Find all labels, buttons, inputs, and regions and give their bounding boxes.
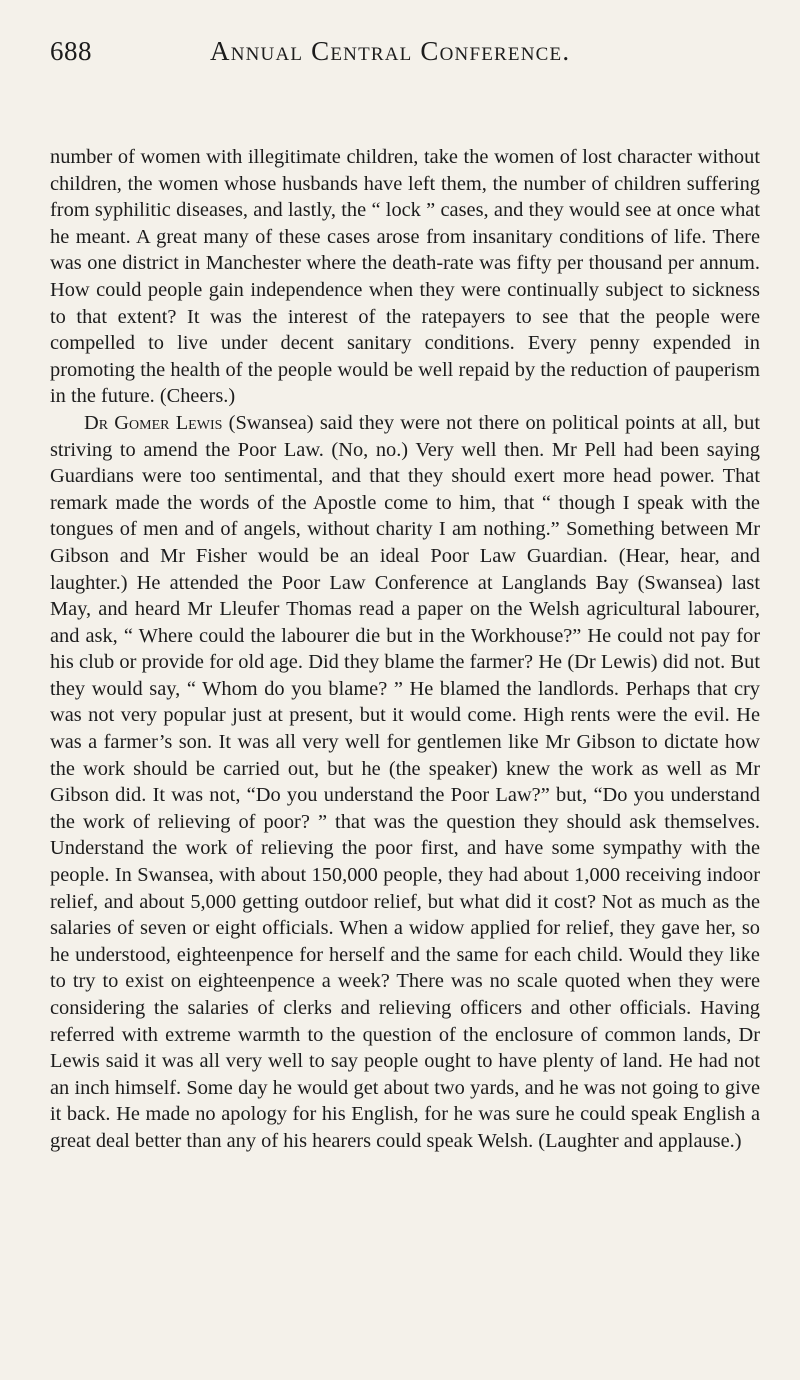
- running-head: Annual Central Conference.: [210, 36, 571, 66]
- paragraph-text: number of women with illegitimate children, take the women of lost character without children, the women whose husbands have left them, the number of children suffering from syphilitic diseases, and lastly, the “ lock ” cases, and they would see at once what he meant. A great many of these cases arose from insanitary conditions of life. There was one district in Manchester where the death-rate was fifty per thousand per annum. How could people gain independence when they were continually subject to sickness to that extent? It was the interest of the ratepayers to see that the people were compelled to live under decent sanitary conditions. Every penny expended in promoting the health of the people would be well repaid by the reduction of pauperism in the future. (Cheers.): [50, 146, 760, 408]
- paragraph: [50, 410, 760, 1155]
- paragraph-text: (Swansea) said they were not there on political points at all, but striving to amend the Poor Law. (No, no.) Very well then. Mr Pell had been saying Guardians were too sentimental, and that they should exert more head power. That remark made the words of the Apostle come to him, that “ though I speak with the tongues of men and of angels, without charity I am nothing.” Something between Mr Gibson and Mr Fisher would be an ideal Poor Law Guardian. (Hear, hear, and laughter.) He attended the Poor Law Conference at Langlands Bay (Swansea) last May, and heard Mr Lleufer Thomas read a paper on the Welsh agricultural labourer, and ask, “ Where could the labourer die but in the Workhouse?” He could not pay for his club or provide for old age. Did they blame the farmer? He (Dr Lewis) did not. But they would say, “ Whom do you blame? ” He blamed the landlords. Perhaps that cry was not very popular just at present, but it would come. High rents were the evil. He was a farmer’s son. It was all very well for gentlemen like Mr Gibson to dictate how the work should be carried out, but he (the speaker) knew the work as well as Mr Gibson did. It was not, “Do you understand the Poor Law?” but, “Do you understand the work of relieving of poor? ” that was the question they should ask themselves. Understand the work of relieving the poor first, and have some sympathy with the people. In Swansea, with about 150,000 people, they had about 1,000 receiving indoor relief, and about 5,000 getting outdoor relief, but what did it cost? Not as much as the salaries of seven or eight officials. When a widow applied for relief, they gave her, so he understood, eighteenpence for herself and the same for each child. Would they like to try to exist on eighteenpence a week? There was no scale quoted when they were considering the salaries of clerks and relieving officers and other officials. Having referred with extreme warmth to the question of the enclosure of common lands, Dr Lewis said it was all very well to say people ought to have plenty of land. He had not an inch himself. Some day he would get about two yards, and he was not going to give it back. He made no apology for his English, for he was sure he could speak English a great deal better than any of his hearers could speak Welsh. (Laughter and applause.): [50, 411, 760, 1152]
- page-header: [50, 36, 760, 80]
- page-content: [50, 36, 760, 1155]
- body-text: [50, 144, 760, 1155]
- page-number: 688: [50, 36, 92, 66]
- speaker-name: Dr Gomer Lewis: [84, 411, 223, 434]
- paragraph: [50, 144, 760, 410]
